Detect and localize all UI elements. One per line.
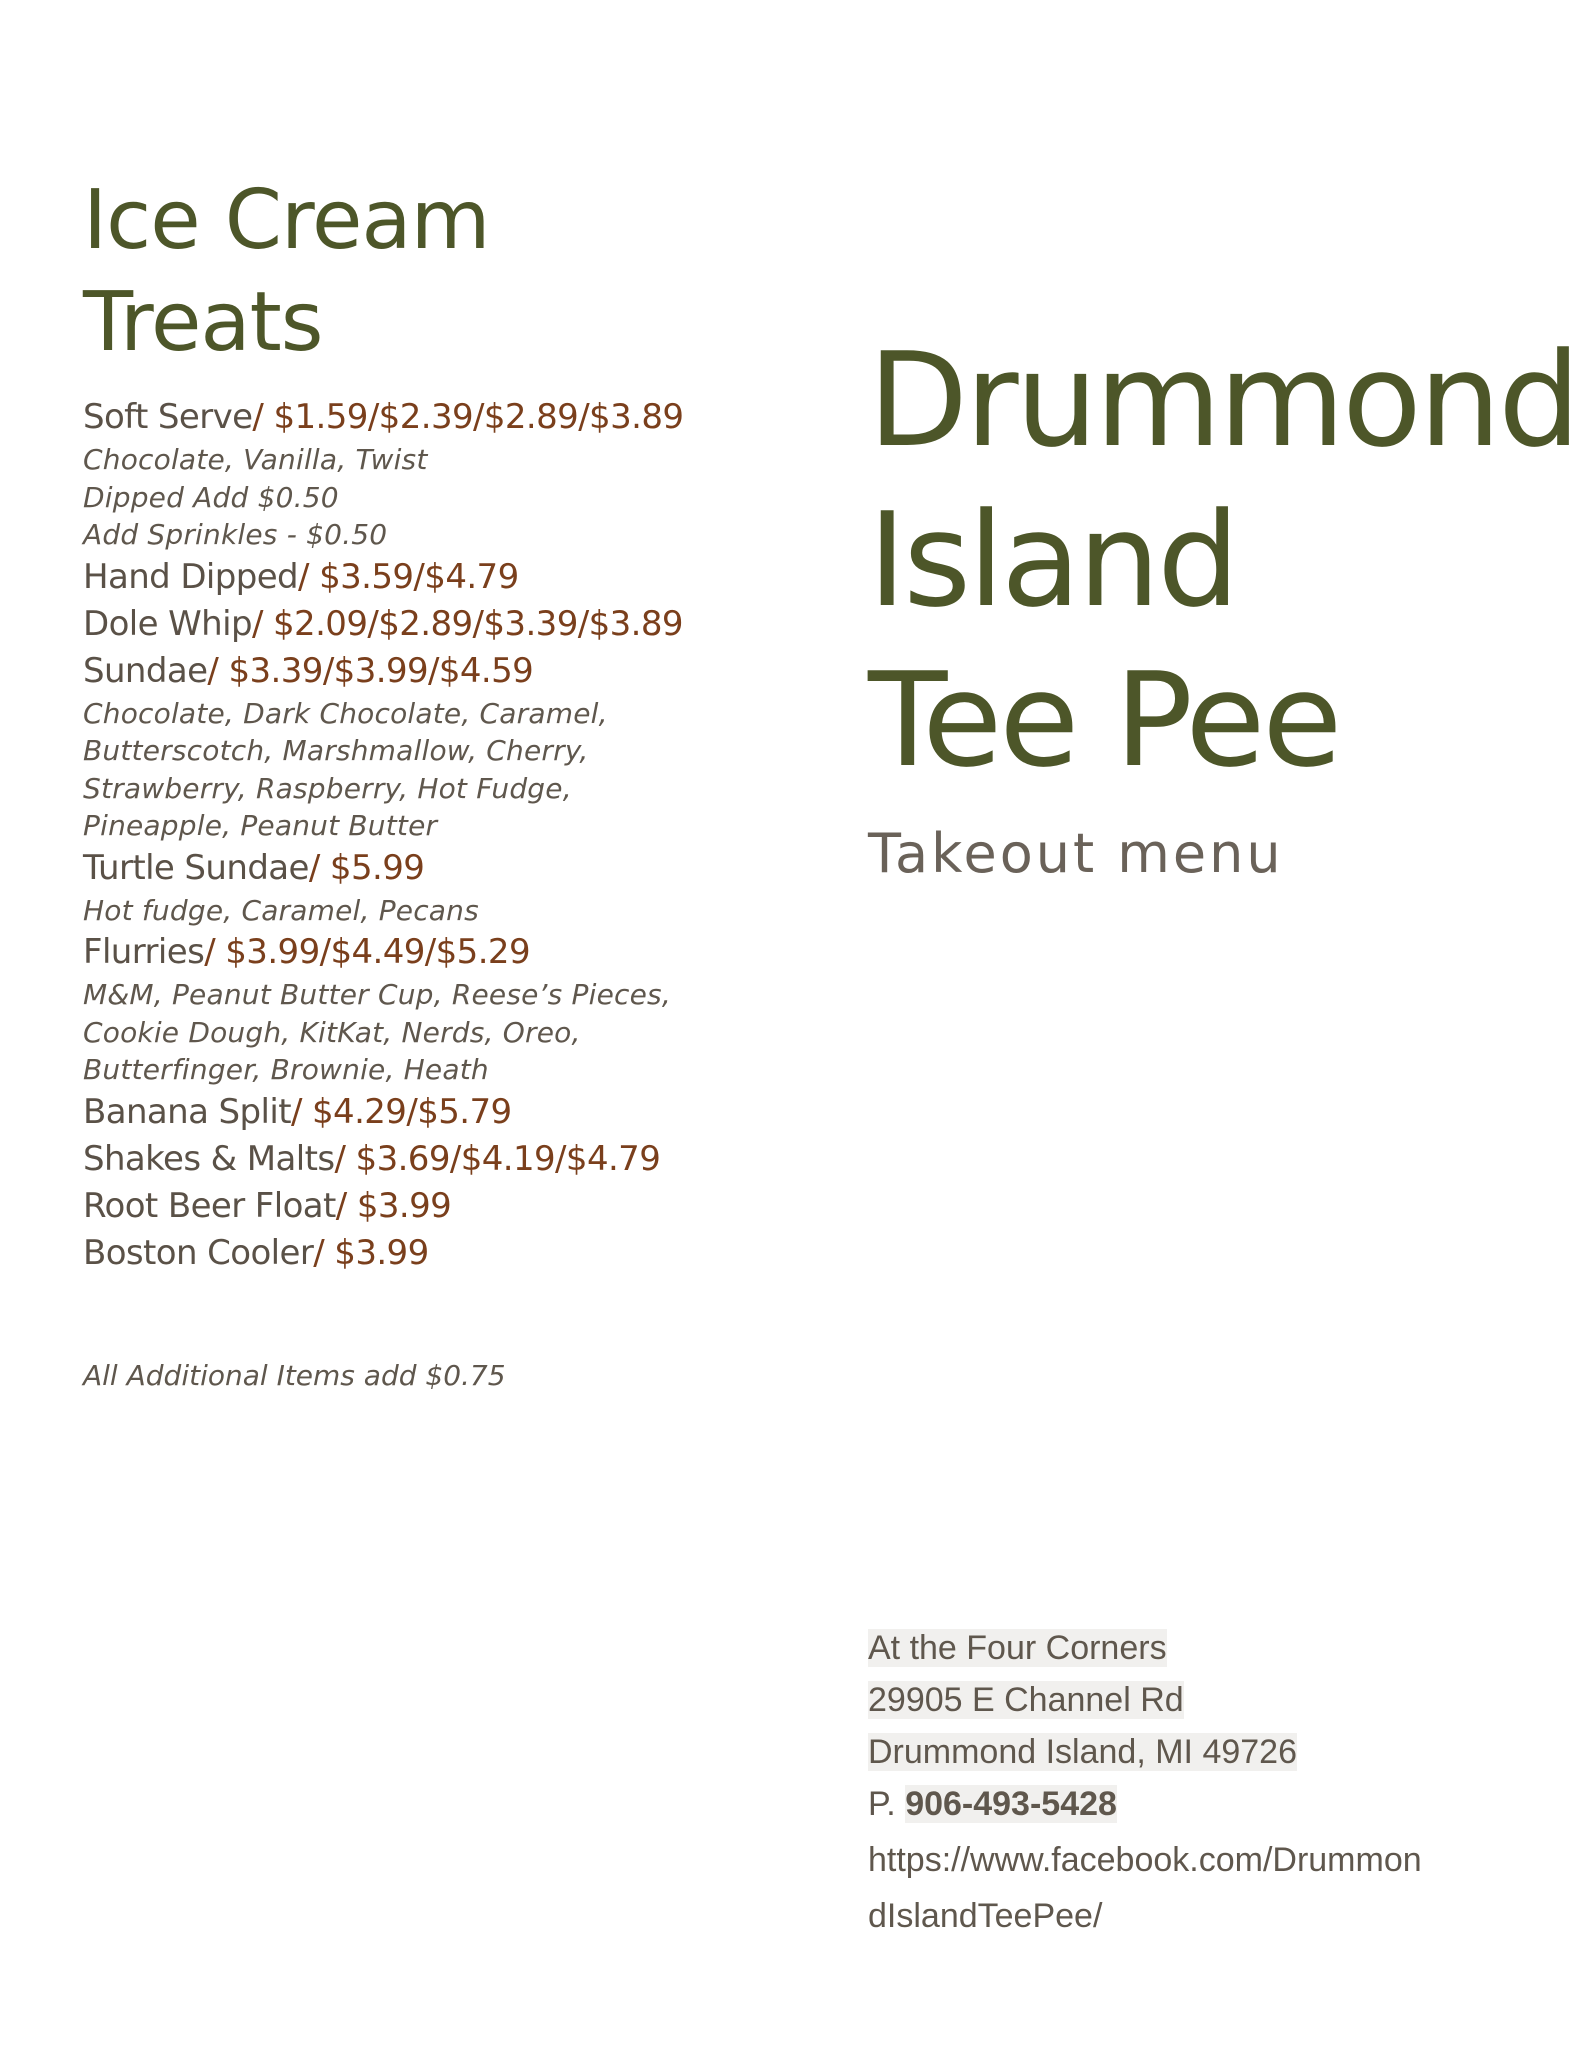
menu-item-root-beer-float: Root Beer Float/ $3.99 <box>83 1185 452 1226</box>
additional-items-note: All Additional Items add $0.75 <box>83 1358 506 1392</box>
item-description: Pineapple, Peanut Butter <box>83 809 438 842</box>
street-address: 29905 E Channel Rd <box>868 1681 1184 1719</box>
restaurant-name: Drummond Island Tee Pee <box>868 324 1578 796</box>
menu-item-shakes-malts: Shakes & Malts/ $3.69/$4.19/$4.79 <box>83 1138 661 1179</box>
menu-item-flurries: Flurries/ $3.99/$4.49/$5.29 <box>83 932 530 972</box>
city-state-zip: Drummond Island, MI 49726 <box>868 1733 1297 1771</box>
ice-cream-menu <box>83 170 723 1395</box>
menu-item-sundae: Sundae/ $3.39/$3.99/$4.59 <box>83 650 534 691</box>
item-description: Butterscotch, Marshmallow, Cherry, <box>83 734 589 767</box>
menu-item-banana-split: Banana Split/ $4.29/$5.79 <box>83 1091 512 1132</box>
item-description: Add Sprinkles - $0.50 <box>83 518 388 551</box>
menu-item-soft-serve: Soft Serve/ $1.59/$2.39/$2.89/$3.89 <box>83 397 684 437</box>
item-description: Butterfinger, Brownie, Heath <box>83 1053 489 1086</box>
item-description: Hot fudge, Caramel, Pecans <box>83 893 479 927</box>
menu-item-turtle-sundae: Turtle Sundae/ $5.99 <box>83 847 425 888</box>
item-description: Dipped Add $0.50 <box>83 480 339 514</box>
phone-number[interactable]: 906-493-5428 <box>905 1785 1117 1823</box>
menu-item-dole-whip: Dole Whip/ $2.09/$2.89/$3.39/$3.89 <box>83 603 683 644</box>
brand-block <box>868 320 1578 885</box>
section-title: Ice Cream Treats <box>83 173 490 370</box>
menu-item-hand-dipped: Hand Dipped/ $3.59/$4.79 <box>83 556 519 597</box>
location-text: At the Four Corners <box>868 1629 1167 1667</box>
item-description: Strawberry, Raspberry, Hot Fudge, <box>83 771 572 805</box>
contact-info <box>868 1622 1488 1944</box>
item-description: Chocolate, Vanilla, Twist <box>83 443 428 476</box>
phone-line <box>868 1778 1488 1830</box>
item-description: Cookie Dough, KitKat, Nerds, Oreo, <box>83 1015 581 1049</box>
menu-item-boston-cooler: Boston Cooler/ $3.99 <box>83 1232 429 1273</box>
item-description: Chocolate, Dark Chocolate, Caramel, <box>83 696 608 730</box>
facebook-link[interactable]: https://www.facebook.com/Drummon dIslandTeePee/ <box>868 1841 1422 1935</box>
phone-prefix: P. <box>868 1785 906 1823</box>
item-description: M&M, Peanut Butter Cup, Reese’s Pieces, <box>83 978 671 1011</box>
menu-subtitle: Takeout menu <box>868 822 1284 885</box>
